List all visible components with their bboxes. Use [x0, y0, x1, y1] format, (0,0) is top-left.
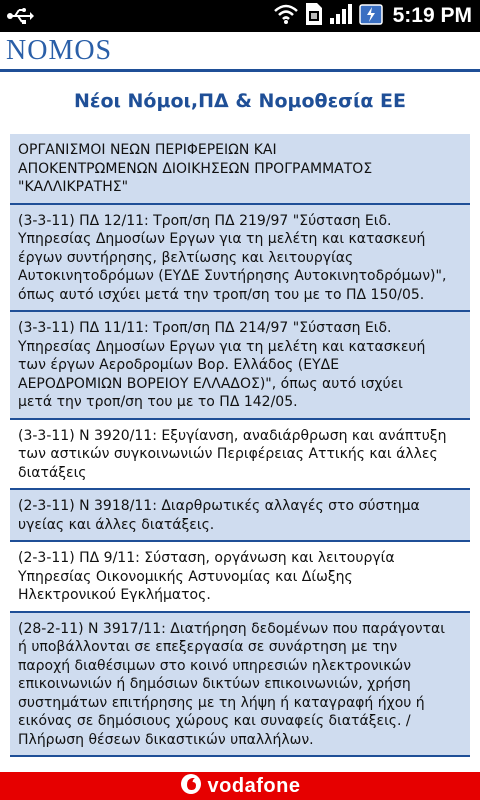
usb-icon: [6, 4, 34, 28]
status-time: 5:19 PM: [392, 4, 472, 27]
vodafone-brand: vodafone: [207, 774, 301, 797]
header-divider: [0, 69, 480, 72]
sim-icon: [305, 2, 323, 30]
law-list: [10, 134, 470, 757]
app-header: [0, 32, 480, 72]
vodafone-logo-icon: [180, 773, 202, 799]
list-item[interactable]: (3-3-11) Ν 3920/11: Εξυγίανση, αναδιάρθρωση και ανάπτυξη των αστικών συγκοινωνιών Περιφέρειας Αττικής και άλλες διατάξεις: [10, 420, 470, 491]
list-item[interactable]: (2-3-11) Ν 3918/11: Διαρθρωτικές αλλαγές στο σύστημα υγείας και άλλες διατάξεις.: [10, 490, 470, 542]
vodafone-banner[interactable]: [0, 772, 480, 800]
battery-icon: [359, 2, 383, 30]
page-title: Νέοι Νόμοι,ΠΔ & Νομοθεσία ΕΕ: [73, 90, 406, 112]
app-logo: NOMOS: [6, 35, 113, 66]
signal-icon: [329, 3, 353, 29]
list-item[interactable]: (3-3-11) ΠΔ 12/11: Τροπ/ση ΠΔ 219/97 "Σύσταση Ειδ. Υπηρεσίας Δημοσίων Εργων για τη μελέτη και κατασκευή έργων συντήρησης, βελτίωσης και λειτουργίας Αυτοκινητοδρόμων (ΕΥΔΕ Συντήρησης Αυτοκινητοδρόμων)", όπως αυτό ισχύει μετά την τροπ/ση του με το ΠΔ 150/05.: [10, 205, 470, 313]
wifi-icon: [273, 3, 299, 29]
list-item[interactable]: ΟΡΓΑΝΙΣΜΟΙ ΝΕΩΝ ΠΕΡΙΦΕΡΕΙΩΝ ΚΑΙ ΑΠΟΚΕΝΤΡΩΜΕΝΩΝ ΔΙΟΙΚΗΣΕΩΝ ΠΡΟΓΡΑΜΜΑΤΟΣ "ΚΑΛΛΙΚΡΑΤΗΣ": [10, 134, 470, 205]
list-item[interactable]: (3-3-11) ΠΔ 11/11: Τροπ/ση ΠΔ 214/97 "Σύσταση Ειδ. Υπηρεσίας Δημοσίων Εργων για τη μελέτη και κατασκευή των έργων Αεροδρομίων Βορ. Ελλάδος (ΕΥΔΕ ΑΕΡΟΔΡΟΜΙΩΝ ΒΟΡΕΙΟΥ ΕΛΛΑΔΟΣ)", όπως αυτό ισχύει μετά την τροπ/ση του με το ΠΔ 142/05.: [10, 312, 470, 420]
status-bar: [0, 0, 480, 32]
list-item[interactable]: (28-2-11) Ν 3917/11: Διατήρηση δεδομένων που παράγονται ή υποβάλλονται σε επεξεργασία σε συνάρτηση με την παροχή διαθέσιμων στο κοινό υπηρεσιών ηλεκτρονικών επικοινωνιών ή δημόσιων δικτύων επικοινωνιών, χρήση συστημάτων επιτήρησης με τη λήψη ή καταγραφή ήχου ή εικόνας σε δημόσιους χώρους και συναφείς διατάξεις. / Πλήρωση θέσεων δικαστικών υπαλλήλων.: [10, 613, 470, 758]
list-item[interactable]: (2-3-11) ΠΔ 9/11: Σύσταση, οργάνωση και λειτουργία Υπηρεσίας Οικονομικής Αστυνομίας και Δίωξης Ηλεκτρονικού Εγκλήματος.: [10, 542, 470, 613]
